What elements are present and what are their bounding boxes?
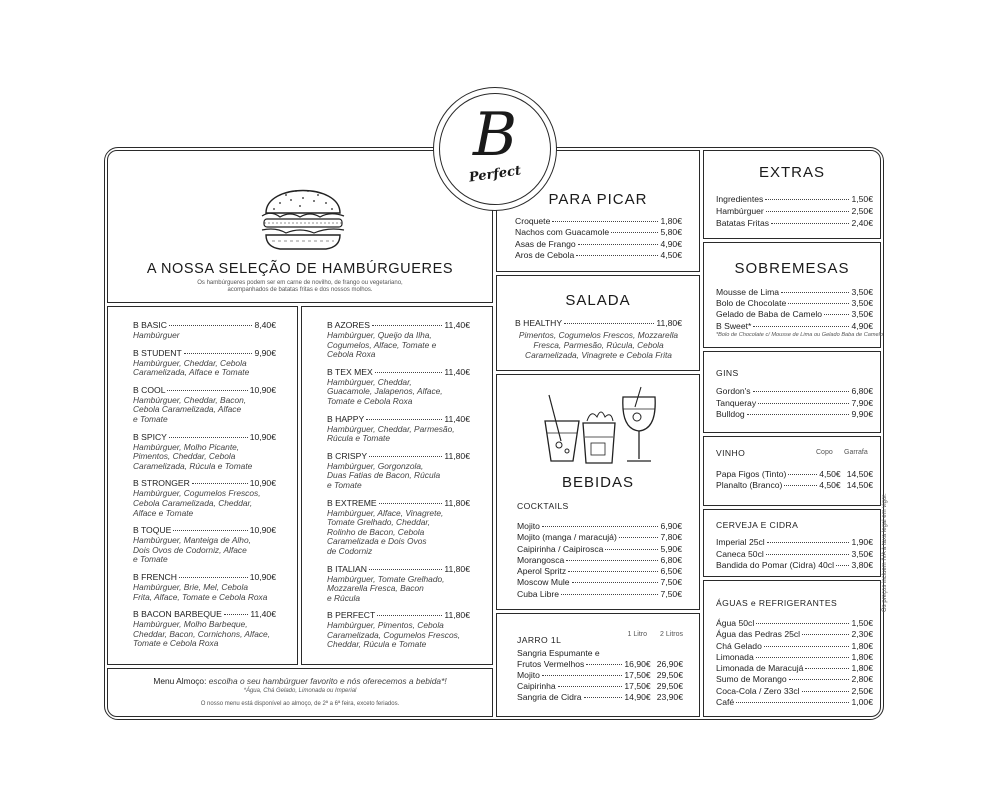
dot-leader [369,456,442,457]
burger-description: Hambúrguer, Brie, Mel, Cebola Frita, Alface, Tomate e Cebola Roxa [133,581,268,602]
item-name: Chá Gelado [716,640,762,651]
menu-item [716,652,873,663]
item-price: 11,80€ [444,497,470,508]
jarro-list [517,659,683,703]
item-price: 7,80€ [660,532,682,543]
salada-price: 11,80€ [656,318,682,328]
burger-description: Hambúrguer, Cogumelos Frescos, Cebola Caramelizada, Cheddar, Alface e Tomate [133,488,261,518]
item-name: B TEX MEX [327,366,373,377]
item-price-2: 29,50€ [656,670,683,680]
burger-description: Hambúrguer, Tomate Grelhado, Mozzarella Fresca, Bacon e Rúcula [327,573,445,603]
item-name: Tanqueray [716,397,757,408]
dot-leader [566,560,658,561]
item-price: 7,90€ [851,397,873,408]
dot-leader [558,686,623,687]
vinho-col1: Copo [816,449,833,456]
extras-title: EXTRAS [758,164,825,181]
item-name: Frutos Vermelhos [517,659,585,669]
menu-item [716,686,873,697]
item-price: 6,80€ [660,554,682,565]
item-price: 2,50€ [851,206,873,217]
menu-item [517,566,682,577]
iva-note: Os preços incluem IVA à taxa legal em vigor. [882,493,888,612]
vinho-panel [703,436,881,506]
burger-name-row [327,564,470,575]
burger-item [327,498,470,557]
item-name: Bolo de Chocolate [716,298,787,309]
menu-item [716,409,873,421]
sangria-line-1: Sangria Espumante e [517,648,600,658]
item-price: 4,90€ [851,320,873,331]
menu-item [517,577,682,588]
item-name: Água das Pedras 25cl [716,629,801,640]
item-price-1: 4,50€ [819,480,841,491]
menu-item [517,544,682,555]
burger-item [327,610,470,650]
menu-item [716,287,873,298]
item-name: Planalto (Branco) [716,480,783,491]
cerveja-panel [703,509,881,577]
burger-item [133,320,276,341]
menu-item [716,309,873,320]
jarro-header [517,630,683,648]
item-name: Gordon's [716,386,751,396]
lunch-line [108,676,492,686]
burger-description: Hambúrguer [133,330,180,340]
sobremesas-panel [703,242,881,348]
sobremesas-list [716,287,873,332]
menu-item [716,398,873,410]
item-price: 4,90€ [660,238,682,249]
item-name: B FRENCH [133,571,177,582]
item-name: Água 50cl [716,618,755,628]
burger-item [133,572,276,602]
menu-item [716,193,873,205]
item-name: Sumo de Morango [716,674,787,685]
item-name: Ingredientes [716,194,764,204]
dot-leader [753,391,850,392]
item-price: 11,80€ [444,563,470,574]
menu-item [716,549,873,561]
item-price: 1,90€ [851,537,873,547]
burgers-header-panel [107,150,493,303]
item-price: 3,50€ [851,548,873,559]
burger-description: Hambúrguer, Alface, Vinagrete, Tomate Grelhado, Cheddar, Rolinho de Bacon, Cebola Caramelizada e Dois Ovos de Codorniz [327,507,444,556]
jarro-col1: 1 Litro [627,631,647,638]
item-name: B HAPPY [327,413,365,424]
dot-leader [379,503,443,504]
dot-leader [611,232,658,233]
burger-description: Hambúrguer, Queijo da Ilha, Cogumelos, Alface, Tomate e Cebola Roxa [327,330,437,360]
menu-item [515,227,682,238]
dot-leader [805,668,849,669]
dot-leader [758,403,849,404]
item-price-1: 17,50€ [624,681,651,691]
item-price-2: 23,90€ [656,692,683,702]
item-name: Batatas Fritas [716,218,770,229]
dot-leader [781,292,849,293]
jarro-panel [496,613,700,717]
item-name: B STUDENT [133,347,182,358]
burger-item [133,432,276,472]
cocktail-glasses-illustration [541,383,659,467]
item-price: 11,40€ [444,366,470,377]
dot-leader [766,554,850,555]
burgers-right-panel [301,306,493,665]
item-price: 2,40€ [851,218,873,229]
item-name: B BASIC [133,320,167,330]
item-price: 11,40€ [444,413,470,424]
item-price: 2,50€ [851,685,873,696]
item-price: 11,40€ [250,609,276,620]
burger-item [133,385,276,425]
dot-leader [584,697,623,698]
b-perfect-logo [433,87,557,211]
item-name: Aperol Spritz [517,566,567,577]
dot-leader [586,664,622,665]
item-price: 5,80€ [660,227,682,238]
item-price-1: 14,90€ [624,692,651,702]
burger-description: Hambúrguer, Molho Barbeque, Cheddar, Bacon, Cornichons, Alface, Tomate e Cebola Roxa [133,619,271,649]
menu-item [716,386,873,398]
menu-item [517,532,682,543]
dot-leader [576,255,658,256]
menu-item [515,239,682,250]
dot-leader [784,485,817,486]
aguas-title: ÁGUAS e REFRIGERANTES [716,598,838,608]
item-price: 8,40€ [254,320,276,330]
item-name: Limonada de Maracujá [716,663,804,674]
item-price: 7,50€ [660,588,682,599]
item-name: Limonada [716,651,754,662]
menu-item [515,250,682,261]
item-name: B STRONGER [133,478,190,489]
menu-item [515,216,682,227]
item-name: B COOL [133,384,166,395]
item-name: Caneca 50cl [716,548,764,559]
salada-panel [496,275,700,371]
item-price: 11,40€ [444,320,470,330]
dot-leader [767,542,850,543]
item-price: 3,80€ [851,560,873,571]
cocktails-list [517,521,682,600]
item-name: Café [716,697,735,708]
item-price: 11,80€ [444,610,470,621]
aguas-list [716,618,873,708]
menu-item [716,298,873,309]
gins-title: GINS [716,368,739,378]
item-name: Coca-Cola / Zero 33cl [716,685,800,696]
salada-title: SALADA [565,292,631,309]
burger-description: Hambúrguer, Cheddar, Guacamole, Jalapenos, Alface, Tomate e Cebola Roxa [327,376,443,406]
item-price-2: 26,90€ [656,659,683,669]
dot-leader [756,623,849,624]
dot-leader [788,474,817,475]
item-price: 6,80€ [851,386,873,396]
item-name: B BACON BARBEQUE [133,609,222,620]
dot-leader [366,419,442,420]
menu-item [716,697,873,708]
item-name: Imperial 25cl [716,537,765,547]
cerveja-list [716,537,873,572]
item-price: 1,80€ [660,216,682,226]
gins-list [716,386,873,421]
dot-leader [605,549,658,550]
item-price: 1,80€ [851,640,873,651]
item-price: 1,80€ [851,651,873,662]
dot-leader [753,326,849,327]
dot-leader [824,314,849,315]
dot-leader [169,437,248,438]
dot-leader [173,530,247,531]
dot-leader [184,353,253,354]
burger-description: Hambúrguer, Cheddar, Parmesão, Rúcula e Tomate [327,423,455,444]
dot-leader [375,372,443,373]
dot-leader [802,634,849,635]
burger-description: Hambúrguer, Gorgonzola, Duas Fatias de Bacon, Rúcula e Tomate [327,460,441,490]
dot-leader [756,657,850,658]
vinho-title: VINHO [716,448,746,458]
item-price: 10,90€ [249,525,276,536]
item-price-2: 14,50€ [846,480,873,491]
item-name: Nachos com Guacamole [515,227,610,238]
dot-leader [788,303,849,304]
burger-name-row [133,432,276,443]
menu-item [517,692,683,703]
menu-item [517,521,682,532]
burger-description: Hambúrguer, Pimentos, Cebola Caramelizada, Cogumelos Frescos, Cheddar, Rúcula e Tomate [327,620,461,650]
burger-description: Hambúrguer, Manteiga de Alho, Dois Ovos de Codorniz, Alface e Tomate [133,535,251,565]
dot-leader [179,577,248,578]
item-name: Aros de Cebola [515,249,575,260]
item-name: Morangosca [517,554,565,565]
menu-item [716,537,873,549]
item-name: B PERFECT [327,610,376,621]
item-name: Bulldog [716,409,745,420]
item-price: 11,80€ [444,450,470,461]
sobremesas-note: *Bolo de Chocolate c/ Mousse de Lima ou Gelado Baba de Camelo [716,332,883,338]
burgers-subtitle-1: Os hambúrgueres podem ser em carne de novilho, de frango ou vegetariano, [197,280,403,286]
item-price: 9,90€ [851,409,873,420]
burger-item [327,414,470,444]
burger-name-row [327,498,470,509]
item-name: B SPICY [133,431,167,442]
item-price: 3,50€ [851,309,873,320]
item-name: Sangria de Cidra [517,692,582,702]
lunch-label: Menu Almoço: [153,676,207,686]
dot-leader [561,594,658,595]
item-name: B EXTREME [327,497,377,508]
item-name: B AZORES [327,320,370,330]
item-price: 3,50€ [851,287,873,297]
item-price: 10,90€ [249,478,276,489]
aguas-panel [703,580,881,717]
para-picar-list [515,216,682,261]
burger-item [327,451,470,491]
vinho-list [716,469,873,492]
dot-leader [552,221,658,222]
menu-item [517,589,682,600]
burger-item [133,478,276,518]
item-name: Hambúrguer [716,206,764,217]
item-price-1: 16,90€ [624,659,651,669]
menu-item [716,641,873,652]
menu-item [517,681,683,692]
menu-item [517,659,683,670]
burger-item [133,609,276,649]
dot-leader [765,199,849,200]
dot-leader [542,675,622,676]
salada-item [515,318,682,361]
menu-item [716,480,873,491]
item-price: 1,50€ [851,618,873,628]
salada-name: B HEALTHY [515,318,563,328]
menu-item [716,469,873,480]
item-price: 1,50€ [851,194,873,204]
dot-leader [836,565,850,566]
dot-leader [377,615,442,616]
burger-item [133,525,276,565]
lunch-note: *Água, Chá Gelado, Limonada ou Imperial [243,688,357,694]
burger-name-row [133,348,276,359]
dot-leader [764,646,850,647]
menu-item [716,663,873,674]
menu-item [716,674,873,685]
cocktails-label: COCKTAILS [517,501,569,511]
salada-desc: Pimentos, Cogumelos Frescos, Mozzarella Fresca, Parmesão, Rúcula, Cebola Caramelizada, Vinagrete e Cebola Frita [518,330,679,361]
item-price: 9,90€ [254,347,276,358]
menu-item [716,205,873,217]
dot-leader [789,679,850,680]
bebidas-panel [496,374,700,610]
item-name: Croquete [515,216,551,226]
item-price: 10,90€ [249,384,276,395]
burger-item [327,564,470,604]
item-price: 3,50€ [851,298,873,309]
dot-leader [167,390,247,391]
item-name: B Sweet* [716,320,752,331]
item-price: 2,30€ [851,629,873,640]
bebidas-title: BEBIDAS [561,474,635,491]
menu-item [716,629,873,640]
item-price-2: 14,50€ [846,469,873,479]
hamburger-illustration [256,175,350,253]
item-price: 6,50€ [660,566,682,577]
lunch-panel [107,668,493,717]
menu-item [716,560,873,572]
menu-item [517,555,682,566]
item-name: Mousse de Lima [716,287,780,297]
item-name: Caipirinha / Caipiroscа [517,543,604,554]
lunch-text: escolha o seu hambúrguer favorito e nós oferecemos a bebida*! [208,676,447,686]
burger-item [327,367,470,407]
extras-panel [703,150,881,239]
item-price-2: 29,50€ [656,681,683,691]
menu-item [517,670,683,681]
dot-leader [802,691,850,692]
burger-item [133,348,276,378]
dot-leader [572,582,659,583]
dot-leader [192,483,248,484]
item-price: 4,50€ [660,249,682,260]
item-name: B TOQUE [133,525,172,536]
dot-leader [747,414,850,415]
item-price: 6,90€ [660,521,682,531]
dot-leader [766,211,850,212]
item-name: Mojito [517,521,540,531]
sobremesas-title: SOBREMESAS [734,260,850,277]
item-name: Papa Figos (Tinto) [716,469,787,479]
dot-leader [736,702,849,703]
item-price: 2,80€ [851,674,873,685]
dot-leader [169,325,253,326]
item-name: Mojito [517,670,540,680]
item-price-1: 4,50€ [819,469,841,479]
item-name: Moscow Mule [517,577,570,588]
dot-leader [619,537,659,538]
item-price-1: 17,50€ [624,670,651,680]
item-price: 10,90€ [249,571,276,582]
burgers-title: A NOSSA SELEÇÃO DE HAMBÚRGUERES [146,261,454,277]
jarro-title: JARRO 1L [517,635,562,645]
burger-name-row [327,414,470,425]
item-price: 1,00€ [851,697,873,708]
dot-leader [771,223,849,224]
logo-letter: B [472,100,518,170]
logo-text: Perfect [468,163,522,186]
item-name: Bandida do Pomar (Cidra) 40cl [716,560,834,571]
item-name: Cuba Libre [517,588,560,599]
dot-leader [578,244,659,245]
item-name: B ITALIAN [327,563,367,574]
dot-leader [372,325,442,326]
dot-leader [224,614,249,615]
dot-leader [542,526,659,527]
menu-item [716,321,873,332]
extras-list [716,193,873,230]
item-price: 5,90€ [660,543,682,554]
lunch-availability: O nosso menu está disponível ao almoço, de 2ª a 6ª feira, exceto feriados. [200,701,400,707]
item-price: 1,80€ [851,663,873,674]
burger-description: Hambúrguer, Cheddar, Cebola Caramelizada, Alface e Tomate [133,357,250,378]
burger-item [327,320,470,360]
item-name: Asas de Frango [515,238,576,249]
item-price: 7,50€ [660,577,682,588]
item-price: 10,90€ [249,431,276,442]
item-name: Mojito (manga / maracujá) [517,532,617,543]
jarro-col2: 2 Litros [660,631,683,638]
vinho-col2: Garrafa [844,449,868,456]
dot-leader [369,569,442,570]
para-picar-title: PARA PICAR [548,191,648,208]
burger-description: Hambúrguer, Molho Picante, Pimentos, Cheddar, Cebola Caramelizada, Rúcula e Tomate [133,441,253,471]
menu-item [716,217,873,229]
item-name: B CRISPY [327,450,368,461]
dot-leader [568,571,658,572]
cerveja-title: CERVEJA E CIDRA [716,520,799,530]
item-name: Gelado de Baba de Camelo [716,309,823,320]
burger-description: Hambúrguer, Cheddar, Bacon, Cebola Caramelizada, Alface e Tomate [133,394,247,424]
menu-item [716,618,873,629]
gins-panel [703,351,881,433]
item-name: Caipirinha [517,681,556,691]
burgers-left-panel [107,306,298,665]
burgers-subtitle-2: acompanhados de batatas fritas e dos nossos molhos. [227,287,373,293]
